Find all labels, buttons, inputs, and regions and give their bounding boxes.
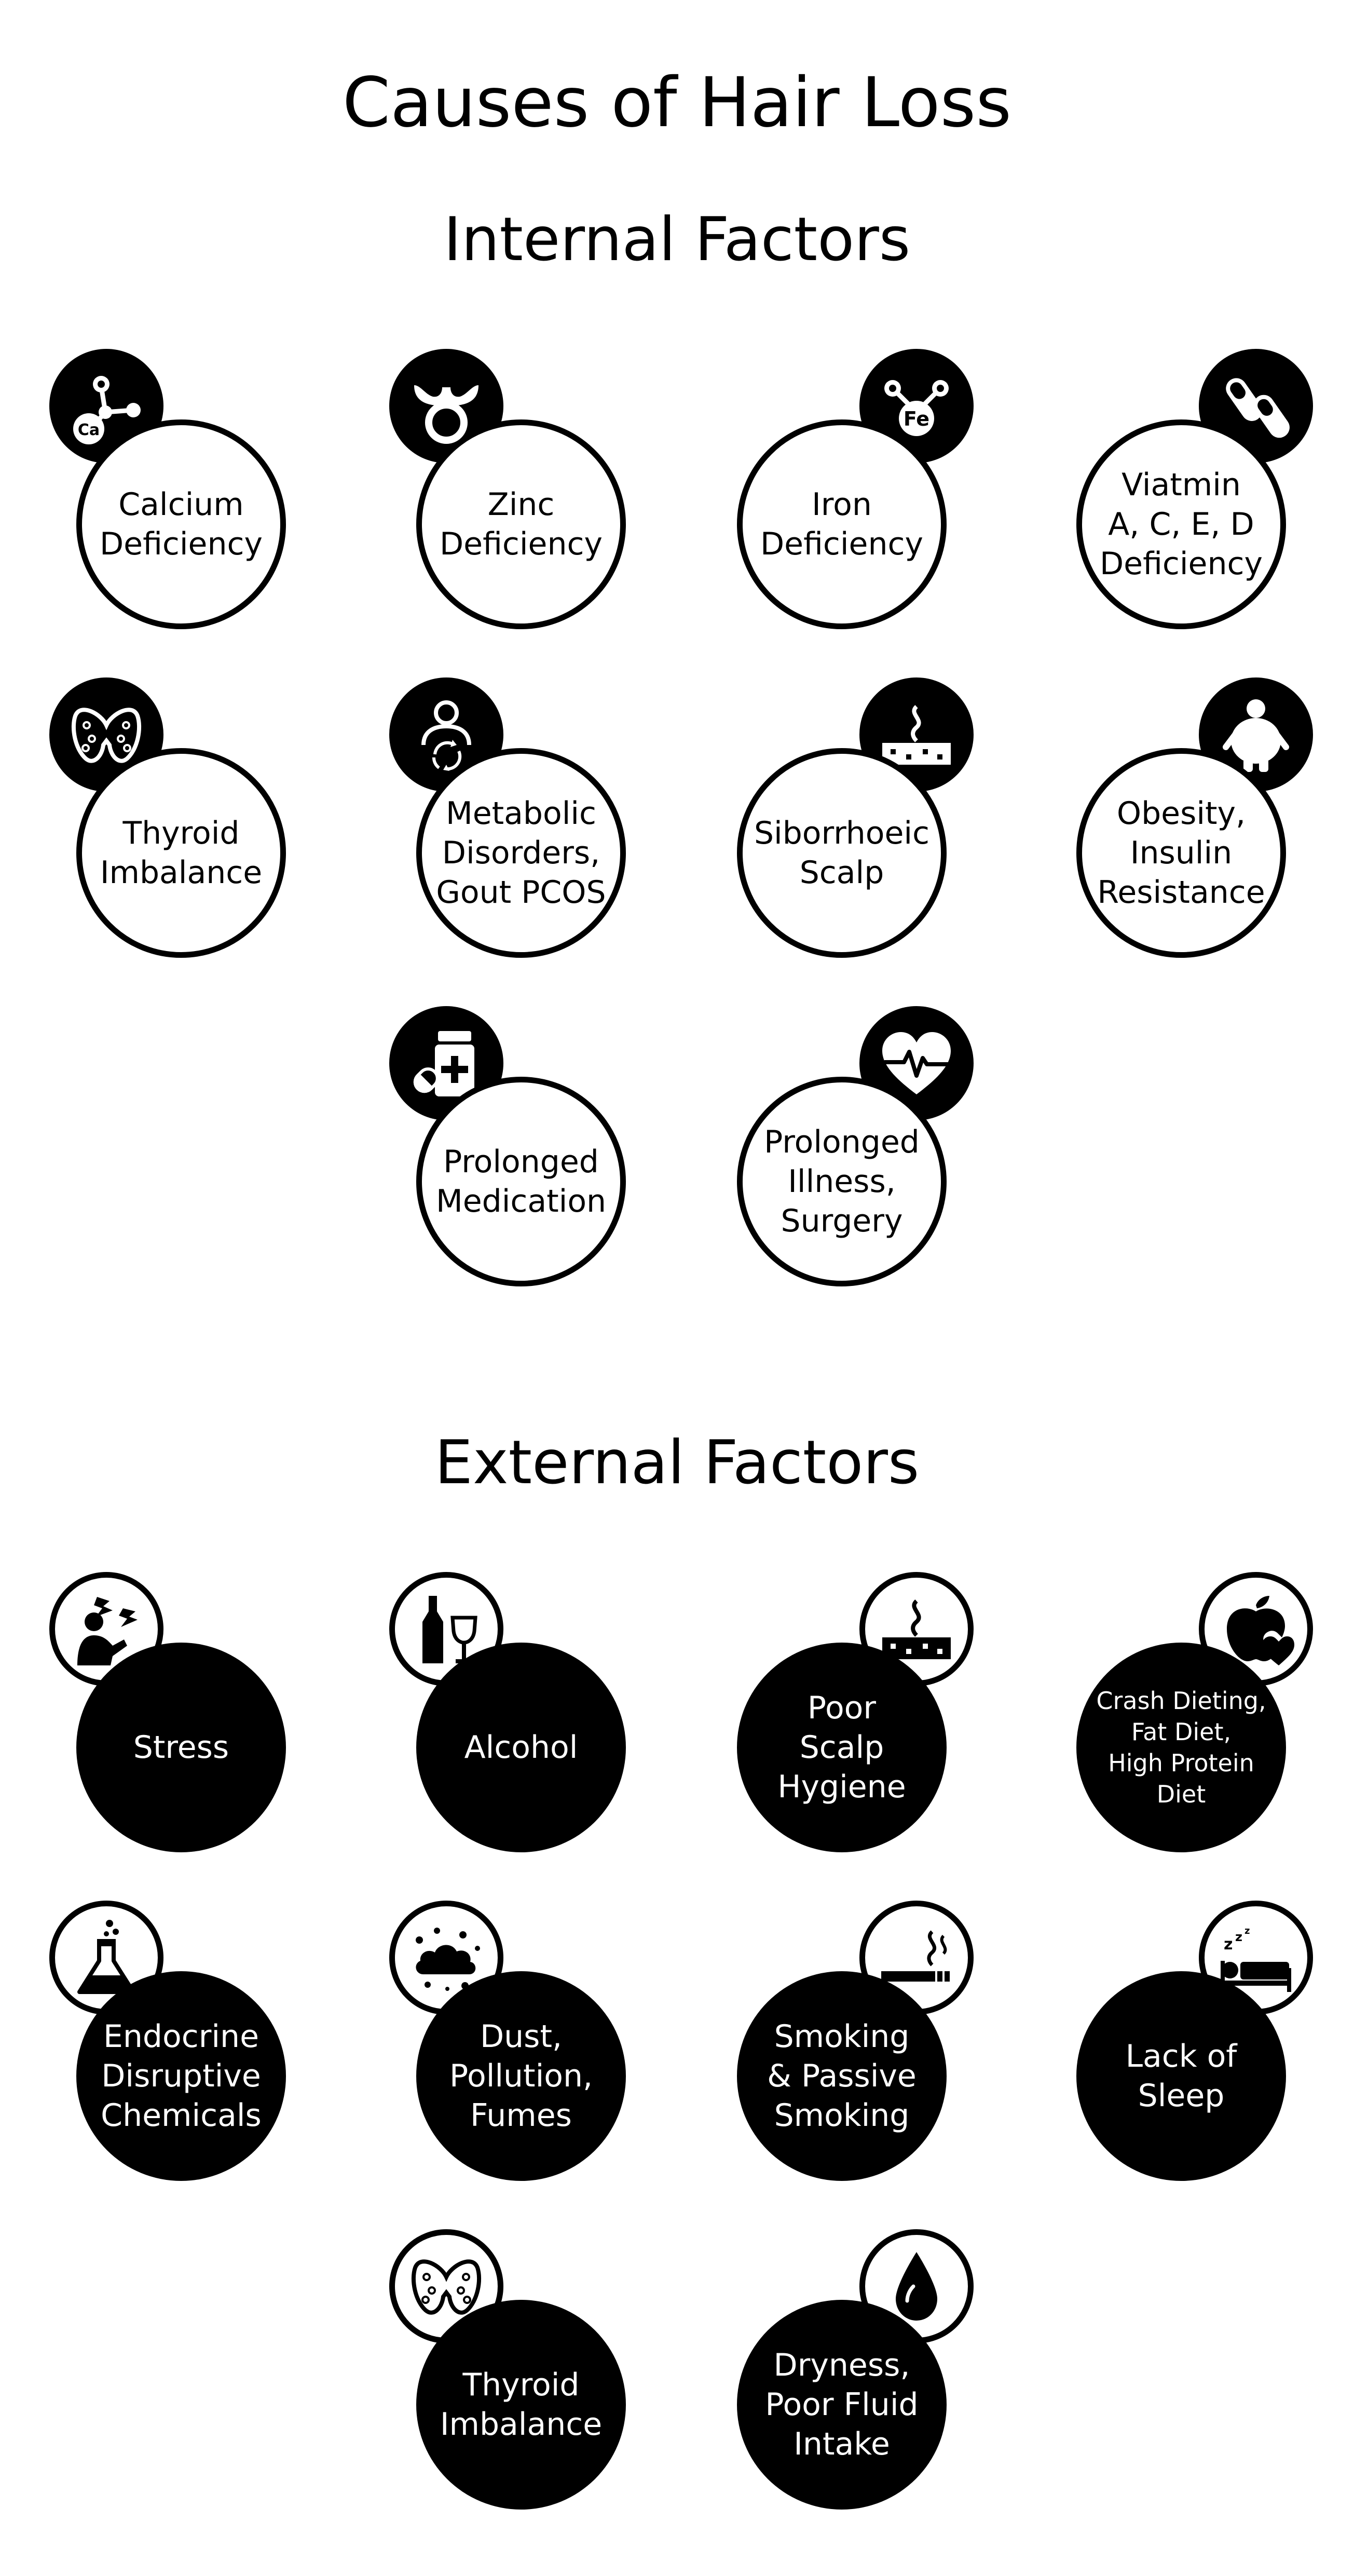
factor-circle [76,419,286,629]
factor-circle [1076,1643,1286,1852]
factor-label: Smoking & Passive Smoking [767,2018,917,2134]
factor-label: Obesity, Insulin Resistance [1097,795,1265,911]
factor-circle [1076,1971,1286,2181]
factor-label: Alcohol [464,1729,578,1766]
factor-circle [416,2300,626,2510]
factor-circle [1076,748,1286,958]
factor-label: Lack of Sleep [1125,2038,1237,2114]
factor-label: Stress [133,1729,229,1766]
factor-circle [737,1971,947,2181]
factor-label: Prolonged Illness, Surgery [764,1124,920,1239]
svg-text:z: z [1235,1930,1242,1944]
factor-label: Siborrhoeic Scalp [754,815,930,891]
factor-label: Prolonged Medication [435,1144,607,1219]
factor-circle [416,748,626,958]
factor-circle [737,1077,947,1286]
factor-label: Dryness, Poor Fluid Intake [765,2347,919,2462]
factor-circle [737,2300,947,2510]
factor-label: Zinc Deficiency [439,486,603,562]
factor-circle [416,1971,626,2181]
factor-label: Thyroid Imbalance [100,815,263,891]
factor-circle [416,1077,626,1286]
factor-circle [76,1643,286,1852]
factor-label: Poor Scalp Hygiene [777,1690,906,1805]
factor-circle [1076,419,1286,629]
factor-label: Iron Deficiency [760,486,923,562]
factor-label: Viatmin A, C, E, D Deficiency [1099,467,1263,582]
svg-text:z: z [1244,1926,1250,1936]
factor-label: Thyroid Imbalance [440,2367,603,2443]
factor-label: Metabolic Disorders, Gout PCOS [436,795,606,911]
factor-circle [76,748,286,958]
factor-circle [416,1643,626,1852]
calcium-symbol-label: Ca [77,421,100,439]
iron-symbol-label: Fe [903,408,930,430]
svg-text:z: z [1224,1935,1233,1954]
factor-circle [737,1643,947,1852]
factor-label: Calcium Deficiency [99,486,263,562]
factor-label: Endocrine Disruptive Chemicals [101,2018,262,2134]
external-factors-heading: External Factors [434,1428,920,1498]
factor-circle [76,1971,286,2181]
internal-factors-heading: Internal Factors [443,205,911,275]
factor-circle [737,419,947,629]
factor-label: Crash Dieting, Fat Diet, High Protein Diet [1096,1687,1266,1808]
factor-label: Dust, Pollution, Fumes [449,2018,593,2134]
page-title: Causes of Hair Loss [342,63,1012,143]
factor-circle [416,419,626,629]
factor-circle [737,748,947,958]
